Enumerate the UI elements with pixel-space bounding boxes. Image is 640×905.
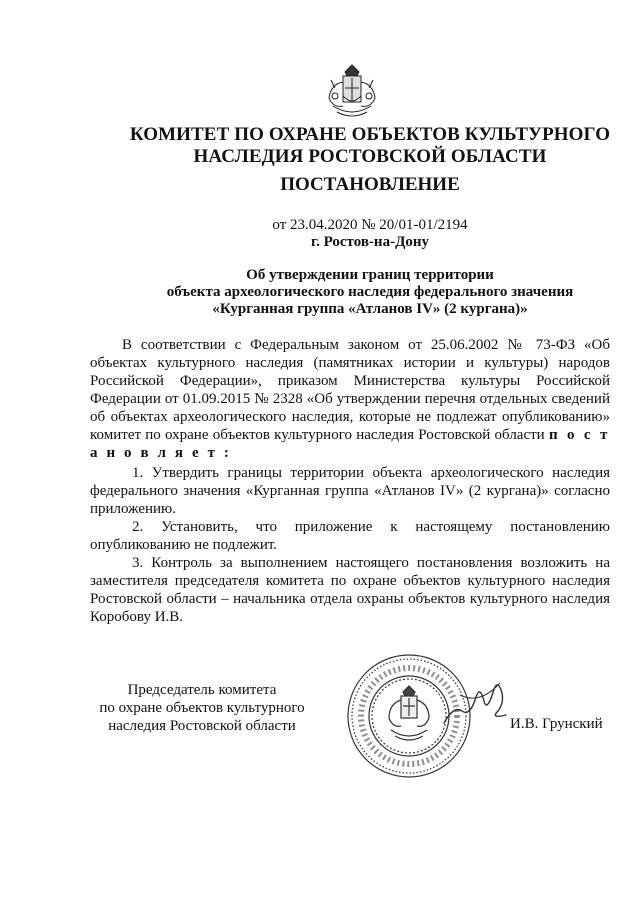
resolution-items (90, 464, 610, 626)
subject-line-3: «Курганная группа «Атланов IV» (2 кургана)» (212, 301, 528, 317)
document-subject (100, 267, 640, 318)
resolution-item-3: 3. Контроль за выполнением настоящего постановления возложить на заместителя председателя комитета по охране объектов культурного наследия Ростовской области – начальника отдела охраны объектов культурного наследия Коробову И.В. (90, 555, 610, 625)
signatory-name: И.В. Грунский (510, 716, 603, 732)
committee-line-1: КОМИТЕТ ПО ОХРАНЕ ОБЪЕКТОВ КУЛЬТУРНОГО (129, 124, 611, 145)
date-and-number: от 23.04.2020 № 20/01-01/2194 (272, 217, 468, 233)
committee-name (100, 124, 640, 168)
committee-line-2: НАСЛЕДИЯ РОСТОВСКОЙ ОБЛАСТИ (193, 146, 547, 167)
preamble-paragraph (90, 336, 610, 462)
subject-line-2: объекта археологического наследия федерального значения (166, 284, 574, 300)
resolves-word: п о с т а н о в л я е т : (90, 427, 610, 461)
position-line-1: Председатель комитета (127, 682, 277, 698)
city: г. Ростов-на-Дону (310, 234, 430, 250)
preamble-text: В соответствии с Федеральным законом от 25.06.2002 № 73-ФЗ «Об объектах культурного наследия (памятниках истории и культуры) народов Российской Федерации», приказом Министерства культуры Российской Федерации от 01.09.2015 № 2328 «Об утверждении перечня отдельных сведений об объектах археологического наследия, которые не подлежат опубликованию» комитет по охране объектов культурного наследия Ростовской области (90, 337, 610, 443)
subject-line-1: Об утверждении границ территории (246, 267, 494, 283)
signatory-position (82, 681, 322, 735)
document-type: ПОСТАНОВЛЕНИЕ (280, 174, 460, 195)
resolution-item-1: 1. Утвердить границы территории объекта археологического наследия федерального значения «Курганная группа «Атланов IV» (2 кургана)» согласно приложению. (90, 465, 610, 517)
position-line-3: наследия Ростовской области (108, 718, 296, 734)
resolution-item-2: 2. Установить, что приложение к настоящему постановлению опубликованию не подлежит. (90, 519, 610, 553)
position-line-2: по охране объектов культурного (99, 700, 305, 716)
handwritten-signature-icon (440, 675, 510, 730)
coat-of-arms-icon (323, 62, 381, 122)
